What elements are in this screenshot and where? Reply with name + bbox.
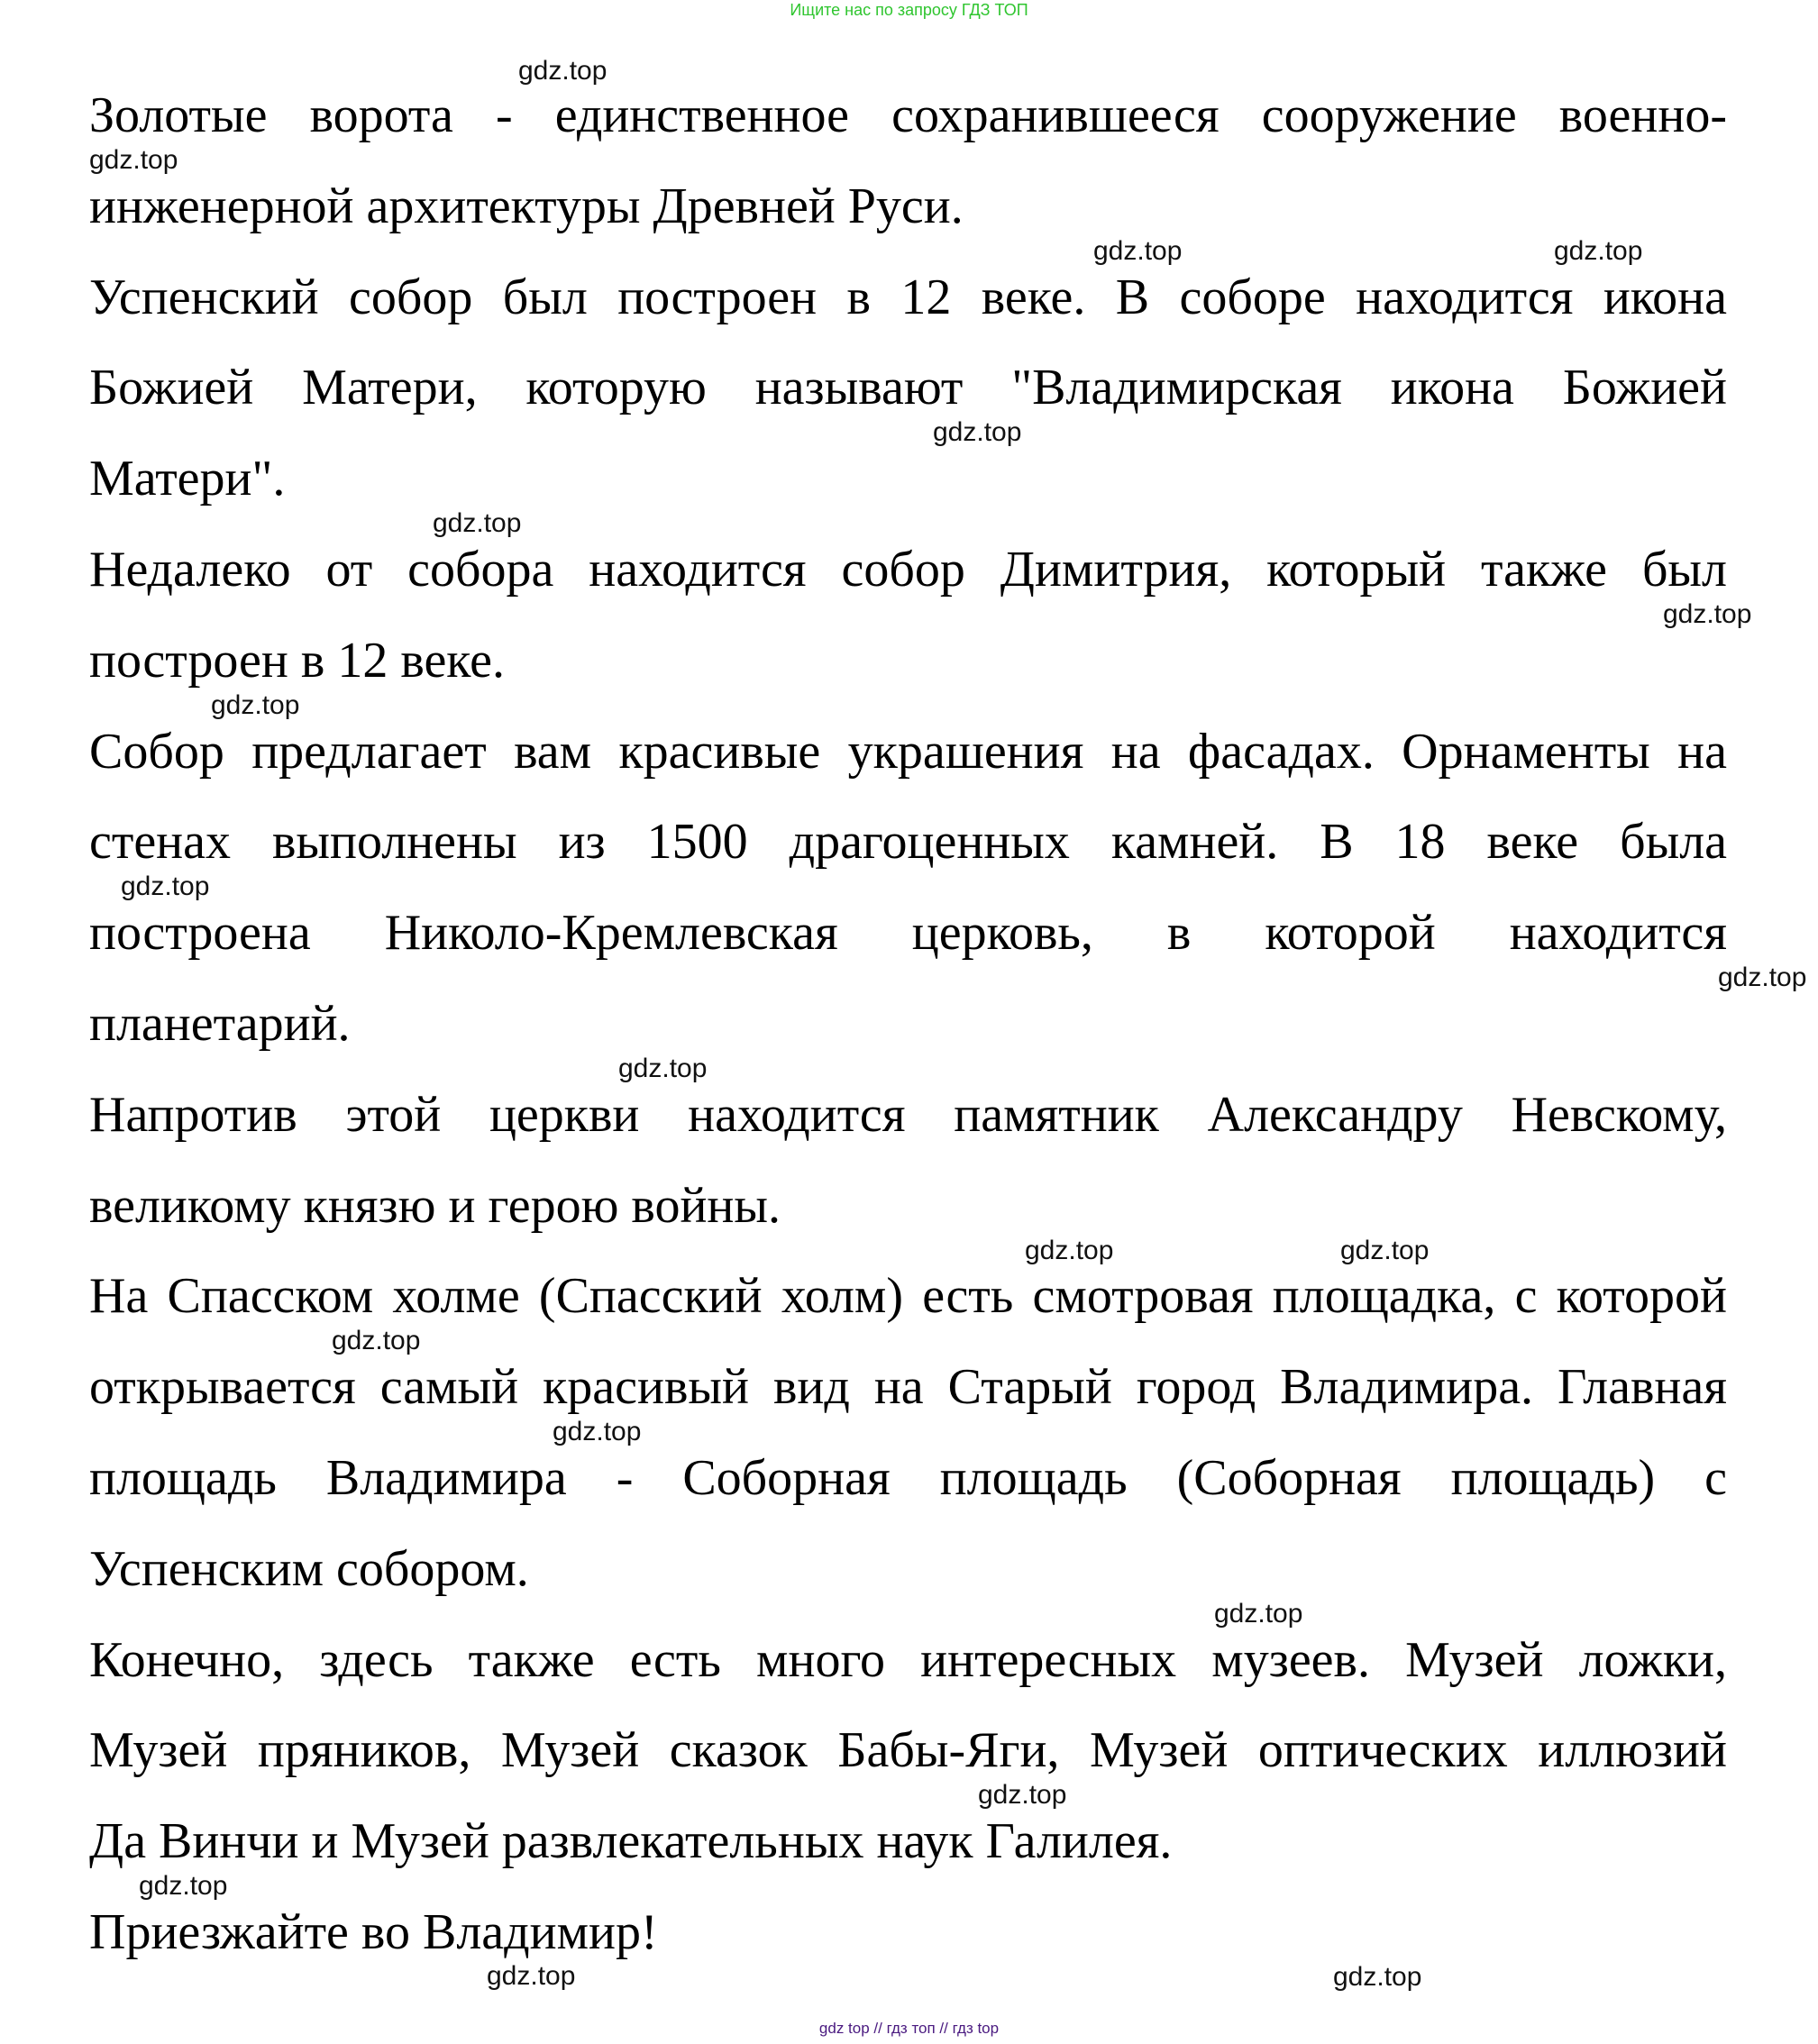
text-line: инженерной архитектуры Древней Руси.: [89, 178, 964, 234]
text-line: Напротив этой церкви находится памятник Александру Невскому,: [89, 1086, 1727, 1143]
watermark-text: gdz.top: [933, 417, 1022, 448]
text-line: Да Винчи и Музей развлекательных наук Галилея.: [89, 1813, 1173, 1870]
watermark-text: gdz.top: [1663, 599, 1752, 629]
watermark-text: gdz.top: [1093, 235, 1183, 266]
watermark-text: gdz.top: [1718, 963, 1807, 993]
text-line: открывается самый красивый вид на Старый город Владимира. Главная: [89, 1359, 1727, 1416]
watermark-text: gdz.top: [211, 689, 300, 720]
watermark-text: gdz.top: [618, 1054, 708, 1083]
text-line: Приезжайте во Владимир!: [89, 1904, 658, 1960]
watermark-text: gdz.top: [518, 56, 608, 86]
watermark-text: gdz.top: [1333, 1962, 1422, 1992]
text-line: площадь Владимира - Соборная площадь (Соборная площадь) с: [89, 1450, 1727, 1506]
text-line: Конечно, здесь также есть много интересных музеев. Музей ложки,: [89, 1631, 1727, 1688]
text-line: Успенским собором.: [89, 1540, 529, 1597]
watermark-text: gdz.top: [553, 1417, 642, 1447]
watermark-text: gdz.top: [978, 1780, 1067, 1811]
text-line: Музей пряников, Музей сказок Бабы-Яги, Музей оптических иллюзий: [89, 1722, 1727, 1779]
watermark-text: gdz.top: [433, 508, 522, 539]
watermark-text: gdz.top: [1340, 1235, 1430, 1265]
text-line: Собор предлагает вам красивые украшения на фасадах. Орнаменты на: [89, 723, 1727, 780]
text-line: Золотые ворота - единственное сохранившееся сооружение военно-: [89, 87, 1727, 143]
footer-banner: gdz top // гдз топ // гдз top: [818, 2020, 1000, 2037]
watermark-text: gdz.top: [332, 1326, 421, 1356]
text-line: стенах выполнены из 1500 драгоценных камней. В 18 веке была: [89, 814, 1727, 871]
watermark-text: gdz.top: [1025, 1235, 1114, 1265]
text-line: Успенский собор был построен в 12 веке. В соборе находится икона: [89, 269, 1727, 325]
watermark-text: gdz.top: [1554, 235, 1643, 266]
text-line: Матери".: [89, 451, 286, 507]
text-line: построена Николо-Кремлевская церковь, в которой находится: [89, 905, 1727, 962]
header-banner: Ищите нас по запросу ГДЗ ТОП: [790, 1, 1028, 19]
text-line: Недалеко от собора находится собор Димитрия, который также был: [89, 542, 1727, 598]
text-line: На Спасском холме (Спасский холм) есть смотровая площадка, с которой: [89, 1268, 1727, 1325]
watermark-text: gdz.top: [487, 1961, 576, 1991]
text-line: построен в 12 веке.: [89, 632, 505, 689]
watermark-text: gdz.top: [1214, 1598, 1303, 1629]
watermark-text: gdz.top: [139, 1871, 228, 1902]
watermark-text: gdz.top: [89, 145, 178, 175]
text-line: Божией Матери, которую называют "Владимирская икона Божией: [89, 360, 1727, 416]
text-line: великому князю и герою войны.: [89, 1177, 781, 1234]
text-line: планетарий.: [89, 996, 351, 1052]
watermark-text: gdz.top: [121, 871, 210, 902]
